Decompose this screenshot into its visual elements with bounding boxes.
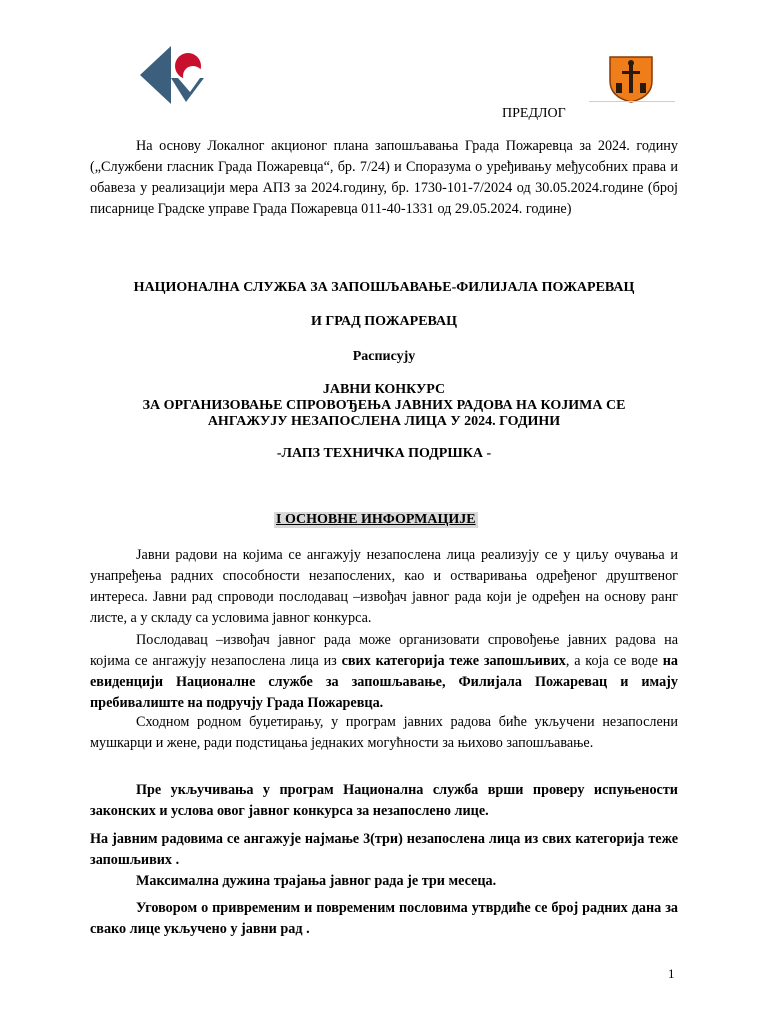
paragraph-gender-budgeting: Сходном родном буџетирању, у програм јавних радова биће укључени незапослени мушкарци и жене, ради подстицања једнаких могућности за њихово запошљавање.: [90, 714, 678, 751]
paragraph-duration: Максимална дужина трајања јавног рада је три месеца.: [136, 873, 497, 889]
p2-text-a: Послодавац –извођач јавног рада може организовати спровођење јавних радова на којима се ангажују незапослена лица из: [90, 632, 678, 669]
heading-program: -ЛАПЗ ТЕХНИЧКА ПОДРШКА -: [276, 446, 492, 461]
title-line-3: АНГАЖУЈУ НЕЗАПОСЛЕНА ЛИЦА У 2024. ГОДИНИ: [207, 414, 561, 429]
title-line-1: ЈАВНИ КОНКУРС: [322, 382, 446, 397]
heading-agency: НАЦИОНАЛНА СЛУЖБА ЗА ЗАПОШЉАВАЊЕ-ФИЛИЈАЛА ПОЖАРЕВАЦ: [133, 280, 635, 295]
p2-text-c: , а која се воде: [565, 653, 663, 669]
paragraph-minimum-persons: На јавним радовима се ангажује најмање 3(три) незапослена лица из свих категорија теже запошљивих .: [90, 831, 678, 868]
paragraph-purpose: Јавни радови на којима се ангажују незапослена лица реализују се у циљу очувања и унапређења радних способности незапослених, као и остваривања одређеног друштвеног интереса. Јавни рад спроводи послодавац –извођач јавног рада који је одређен на основу ранг листе, а у складу са условима јавног конкурса.: [90, 547, 678, 626]
paragraph-employer: [90, 630, 678, 714]
title-line-2: ЗА ОРГАНИЗОВАЊЕ СПРОВОЂЕЊА ЈАВНИХ РАДОВА НА КОЈИМА СЕ: [142, 398, 626, 413]
city-crest-icon: [608, 55, 654, 103]
paragraph-contract: Уговором о привременим и повременим пословима утврдиће се број радних дана за свако лице укључено у јавни рад .: [90, 900, 678, 937]
header-divider: [589, 101, 675, 102]
intro-paragraph: На основу Локалног акционог плана запошљавања Града Пожаревца за 2024. годину („Службени гласник Града Пожаревца“, бр. 7/24) и Споразума о уређивању међусобних права и обавеза у реализацији мера АПЗ за 2024.годину, бр. 1730-101-7/2024 од 30.05.2024.године (број писарнице Градске управе Града Пожаревца 011-40-1331 од 29.05.2024. године): [90, 138, 678, 217]
section-heading: I ОСНОВНЕ ИНФОРМАЦИЈЕ: [276, 512, 476, 527]
nsz-logo-icon: [138, 44, 208, 106]
heading-announce: Расписују: [352, 349, 416, 364]
paragraph-verification: Пре укључивања у програм Национална служба врши проверу испуњености законских и услова овог јавног конкурса за незапослено лице.: [90, 782, 678, 819]
document-title: [0, 382, 768, 430]
page-number: 1: [668, 966, 675, 981]
p2-bold-d: на евиденцији Националне службе за запошљавање, Филијала Пожаревац и имају пребивалиште на подручју Града Пожаревца.: [90, 653, 678, 711]
p2-bold-b: свих категорија теже запошљивих: [341, 653, 566, 669]
heading-city: И ГРАД ПОЖАРЕВАЦ: [310, 314, 458, 329]
document-status-label: ПРЕДЛОГ: [502, 106, 566, 121]
